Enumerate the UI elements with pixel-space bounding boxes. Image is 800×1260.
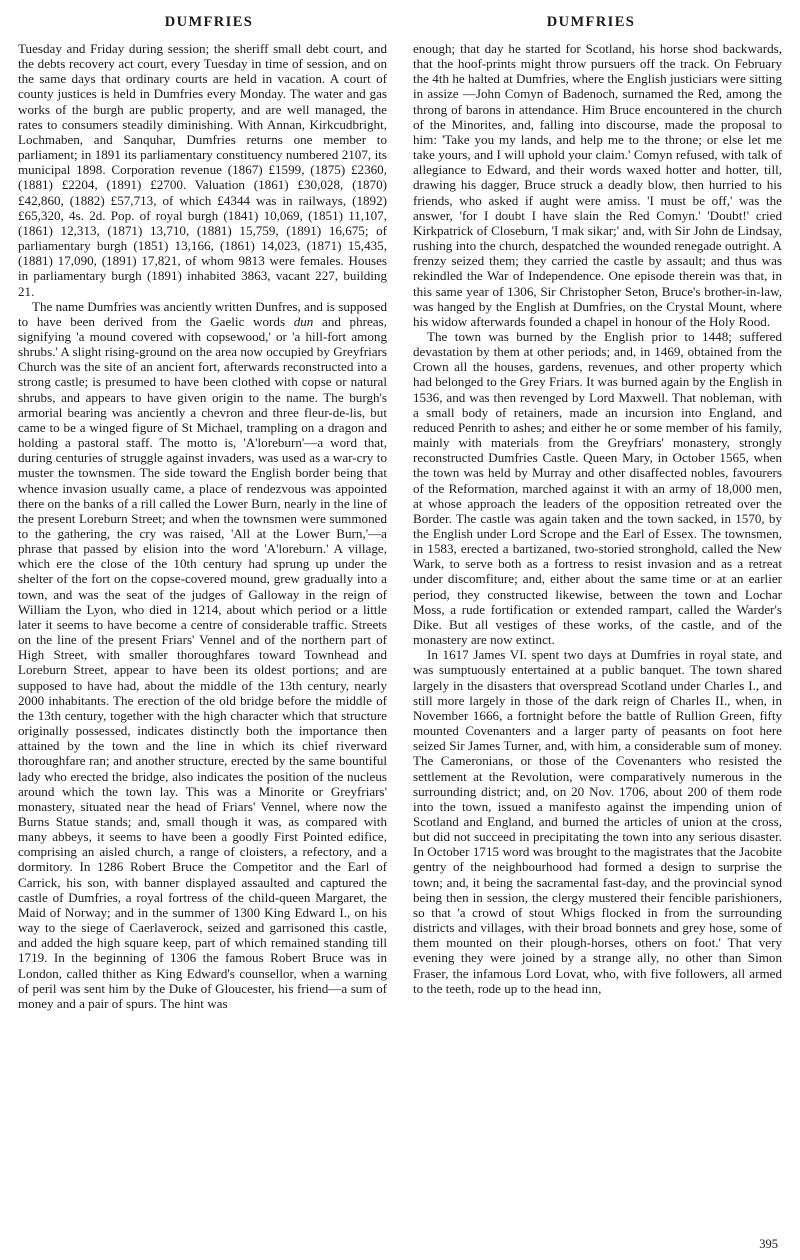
header-left: DUMFRIES — [164, 14, 254, 30]
text-columns — [18, 41, 782, 1011]
italic-word: dun — [293, 313, 314, 329]
right-column — [413, 41, 782, 1011]
paragraph: The town was burned by the English prior to 1448; suffered devastation by them at other periods; and, in 1469, obtained from the Crown all the houses, gardens, revenues, and other property which had belonged to the Grey Friars. It was burned again by the English in 1536, and was then revenged by Lord Maxwell. That nobleman, with a small body of retainers, made an incursion into England, and reduced Penrith to ashes; and either he or some member of his family, mainly with materials from the Greyfriars' monastery, strongly reconstructed Dumfries Castle. Queen Mary, in October 1565, when the town was held by Murray and other disaffected nobles, favourers of the Reformation, marched against it with an army of 18,000 men, at whose approach the leaders of the opposition retreated over the Border. The castle was again taken and the town sacked, in 1570, by the English under Lord Scrope and the Earl of Essex. The townsmen, in 1583, erected a bartizaned, two-storied stronghold, called the New Wark, to serve both as a fortress to resist invasion and as a retreat under discomfiture; and, either about the same time or at an earlier period, they constructed likewise, between the town and Lochar Moss, a rude fortification or extended rampart, called the Warder's Dike. But all vestiges of these works, of the castle, and of the monastery are now extinct. — [413, 328, 782, 648]
header-right: DUMFRIES — [546, 14, 636, 30]
paragraph: The name Dumfries was anciently written Dunfres, and is supposed to have been derived from the Gaelic words dun and phreas, signifying 'a mound covered with copsewood,' or 'a hill-fort among shrubs.' A slight rising-ground on the area now occupied by Greyfriars Church was the site of an ancient fort, afterwards reconstructed into a strong castle; is presumed to have been clothed with copse or natural shrubs, and appears to have given origin to the name. The burgh's armorial bearing was anciently a chevron and three fleur-de-lis, but came to be a winged figure of St Michael, trampling on a dragon and holding a pastoral staff. The motto is, 'A'loreburn'—a word that, during centuries of struggle against invaders, was used as a war-cry to muster the townsmen. The side toward the English border being that whence invasion usually came, a place of rendezvous was appointed there on the banks of a rill called the Lower Burn, nearly in the line of the present Loreburn Street; and when the townsmen were summoned to the gathering, the cry was raised, 'All at the Lower Burn,'—a phrase that passed by elision into the word 'A'loreburn.' A village, which ere the close of the 10th century had sprung up under the shelter of the fort on the copse-covered mound, grew gradually into a town, and was the seat of the judges of Galloway in the reign of William the Lyon, who died in 1214, about which period or a little later it seems to have become a centre of considerable traffic. Streets on the line of the present Friars' Vennel and of the northern part of High Street, with smaller thoroughfares toward Townhead and Loreburn Street, appear to have been its oldest portions; and are supposed to have had, about the middle of the 13th century, nearly 2000 inhabitants. The erection of the old bridge before the middle of the 13th century, together with the high character which that structure originally possessed, indicates distinctly both the importance then attained by the town and the line in which its chief riverward thoroughfare ran; and another structure, erected by the same bountiful lady who erected the bridge, also indicates the position of the nucleus around which the town lay. This was a Minorite or Greyfriars' monastery, situated near the head of Friars' Vennel, where now the Burns Statue stands; and, small though it was, as compared with many abbeys, it seems to have been a goodly First Pointed edifice, comprising an aisled church, a range of cloisters, a refectory, and a dormitory. In 1286 Robert Bruce the Competitor and the Earl of Carrick, his son, with banner displayed assaulted and captured the castle of Dumfries, a royal fortress of the child-queen Margaret, the Maid of Norway; and in the summer of 1300 King Edward I., on his way to the siege of Caerlaverock, seized and garrisoned this castle, and added the high square keep, part of which remained standing till 1719. In the beginning of 1306 the famous Robert Bruce was in London, called thither as King Edward's counsellor, when a warning of peril was sent him by the Duke of Gloucester, his friend—a sum of money and a pair of spurs. The hint was — [18, 298, 387, 1011]
page-number: 395 — [759, 1237, 778, 1251]
left-column — [18, 41, 387, 1011]
paragraph: enough; that day he started for Scotland, his horse shod backwards, that the hoof-prints might throw pursuers off the track. On February the 4th he halted at Dumfries, where the English justiciars were sitting in assize —John Comyn of Badenoch, surnamed the Red, among the throng of barons in attendance. Him Bruce encountered in the church of the Minorites, and, falling into discourse, made the proposal to him: 'Take you my lands, and help me to the throne; or else let me take yours, and I will uphold your claim.' Comyn refused, with talk of allegiance to Edward, and their words waxed hotter and hotter, till, drawing his dagger, Bruce struck a deadly blow, then hurried to his friends, who asked if aught were amiss. 'I must be off,' was the answer, 'for I doubt I have slain the Red Comyn.' 'Doubt!' cried Kirkpatrick of Closeburn, 'I mak sikar;' and, with Sir John de Lindsay, rushing into the church, despatched the wounded renegade outright. A frenzy seized them; they carried the castle by assault; and thus was rekindled the War of Independence. One episode therein was that, in this same year of 1306, Sir Christopher Seton, Bruce's brother-in-law, was hanged by the English at Dumfries, on the Crystal Mount, where his widow afterwards founded a chapel in honour of the Holy Rood. — [413, 41, 782, 329]
paragraph: Tuesday and Friday during session; the sheriff small debt court, and the debts recovery act court, every Tuesday in time of session, and on the same days that ordinary courts are held in vacation. A court of county justices is held in Dumfries every Monday. The water and gas works of the burgh are public property, and are well managed, the rates to consumers steadily diminishing. With Annan, Kirkcudbright, Lochmaben, and Sanquhar, Dumfries returns one member to parliament; in 1891 its parliamentary constituency numbered 2107, its municipal 1898. Corporation revenue (1867) £1599, (1875) £2360, (1881) £2204, (1891) £2700. Valuation (1861) £30,028, (1870) £42,860, (1882) £57,713, of which £4344 was in railways, (1892) £65,320, 4s. 2d. Pop. of royal burgh (1841) 10,069, (1851) 11,107, (1861) 12,313, (1871) 13,710, (1881) 15,759, (1891) 16,675; of parliamentary burgh (1851) 13,166, (1861) 14,023, (1871) 15,435, (1881) 17,090, (1891) 17,821, of whom 9813 were females. Houses in parliamentary burgh (1891) inhabited 3863, vacant 227, building 21. — [18, 41, 387, 299]
page-headers — [18, 14, 782, 31]
paragraph: In 1617 James VI. spent two days at Dumfries in royal state, and was sumptuously entertained at a public banquet. The town shared largely in the disasters that overspread Scotland under Charles I., and still more largely in those of the dark reign of Charles II., when, in November 1666, a fortnight before the battle of Rullion Green, fifty mounted Covenanters and a larger party of peasants on foot here seized Sir James Turner, and, with him, a considerable sum of money. The Cameronians, or those of the Covenanters who resisted the settlement at the Revolution, were comparatively numerous in the surrounding district; and, on 20 Nov. 1706, about 200 of them rode into the town, issued a manifesto against the impending union of Scotland and England, and burned the articles of union at the cross, but did not succeed in precipitating the town into any serious disaster. In October 1715 word was brought to the magistrates that the Jacobite gentry of the neighbourhood had formed a design to surprise the town; and, it being the sacramental fast-day, and the provincial synod being then in session, the clergy mustered their fencible parishioners, so that 'a crowd of stout Whigs flocked in from the surrounding districts and villages, with their broad bonnets and grey hose, some of them mounted on their plough-horses, others on foot.' That very evening they were joined by a strange ally, no other than Simon Fraser, the infamous Lord Lovat, who, with five followers, all armed to the teeth, rode up to the head inn, — [413, 647, 782, 996]
